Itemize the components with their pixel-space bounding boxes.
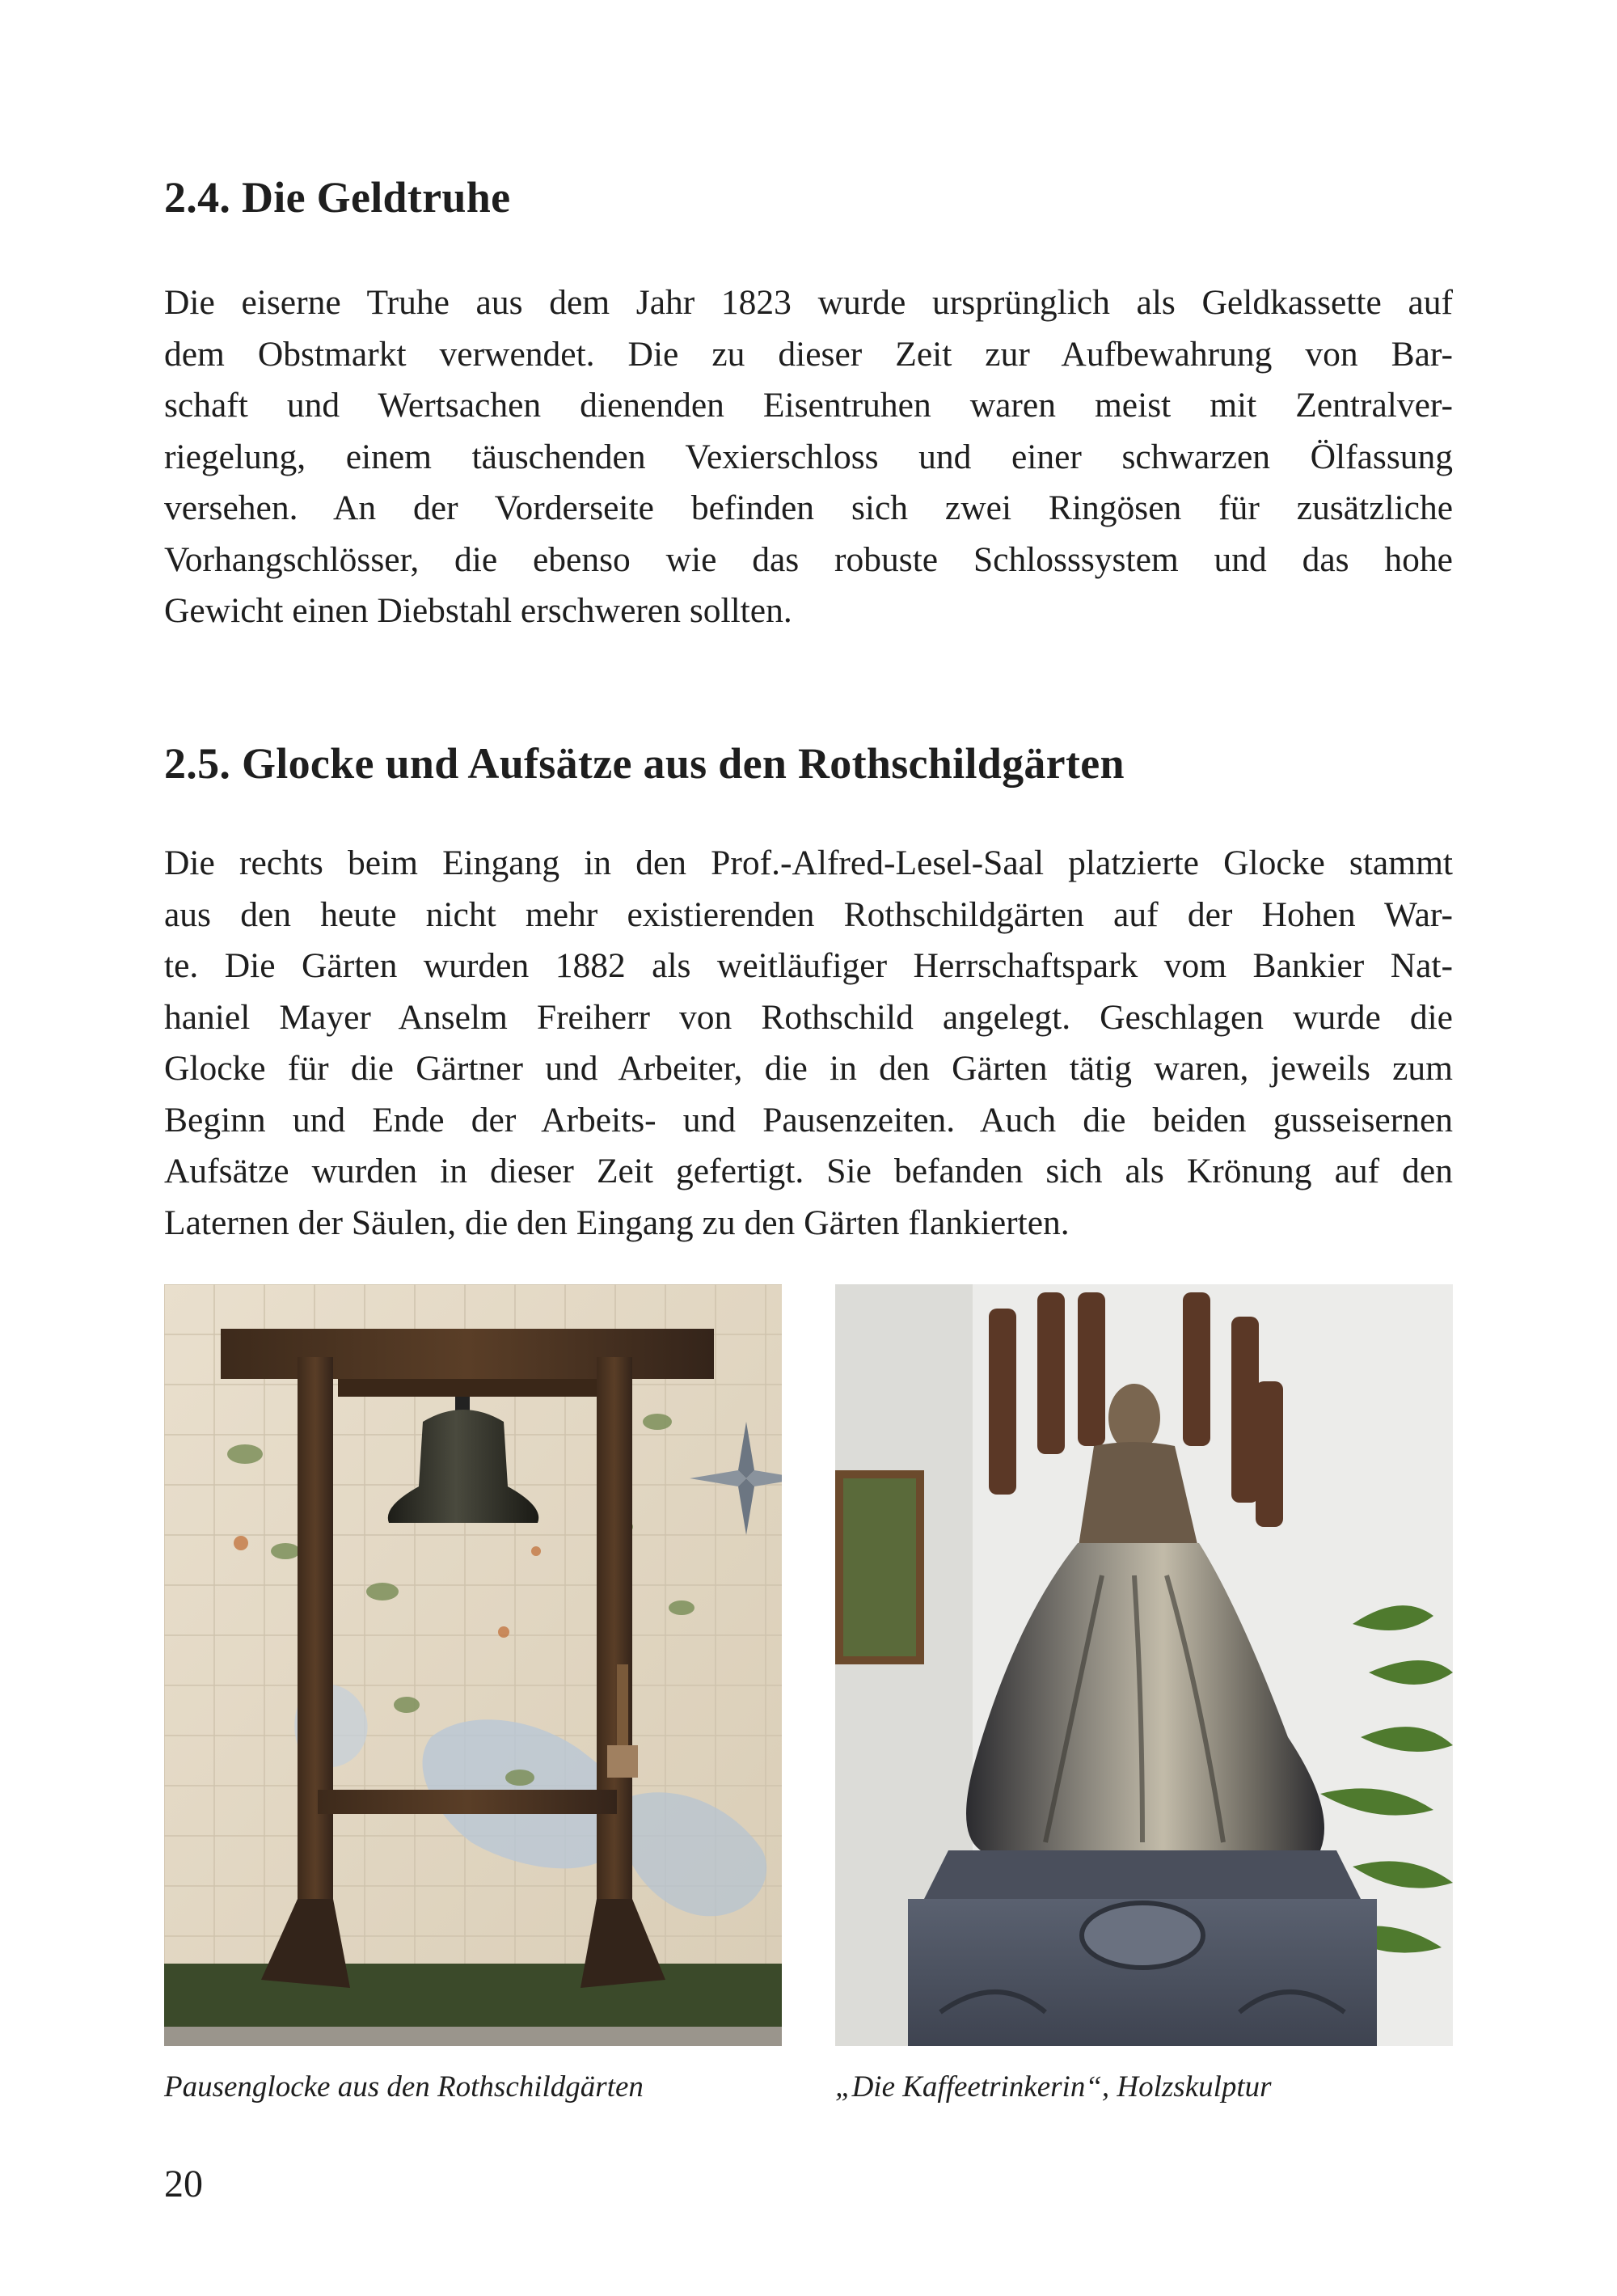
page-number: 20 <box>164 2163 203 2205</box>
text-line: Die rechts beim Eingang in den Prof.-Alfred-Lesel-Saal platzierte Glocke stammt <box>164 844 1453 882</box>
text-line: Vorhangschlösser, die ebenso wie das robuste Schlosssystem und das hohe <box>164 539 1453 579</box>
photo-kaffeetrinkerin <box>835 1284 1453 2046</box>
text-line: dem Obstmarkt verwendet. Die zu dieser Zeit zur Aufbewahrung von Bar- <box>164 334 1453 374</box>
text-line: Glocke für die Gärtner und Arbeiter, die in den Gärten tätig waren, jeweils zum <box>164 1049 1453 1088</box>
text-line: Gewicht einen Diebstahl erschweren sollten. <box>164 591 792 630</box>
text-line: aus den heute nicht mehr existierenden Rothschildgärten auf der Hohen War- <box>164 894 1453 934</box>
text-line: te. Die Gärten wurden 1882 als weitläufiger Herrschaftspark vom Bankier Nat- <box>164 946 1453 985</box>
figure-caption-kaffeetrinkerin: „Die Kaffeetrinkerin“, Holzskulptur <box>835 2070 1272 2104</box>
text-line: Aufsätze wurden in dieser Zeit gefertigt. Sie befanden sich als Krönung auf den <box>164 1152 1453 1190</box>
text-line: haniel Mayer Anselm Freiherr von Rothschild angelegt. Geschlagen wurde die <box>164 997 1453 1037</box>
paragraph-glocke <box>164 838 1453 1249</box>
text-line: schaft und Wertsachen dienenden Eisentruhen waren meist mit Zentralver- <box>164 386 1453 425</box>
text-line: Laternen der Säulen, die den Eingang zu den Gärten flankierten. <box>164 1203 1070 1242</box>
text-line: riegelung, einem täuschenden Vexierschloss und einer schwarzen Ölfassung <box>164 437 1453 476</box>
text-line: versehen. An der Vorderseite befinden sich zwei Ringösen für zusätzliche <box>164 488 1453 527</box>
text-line: Die eiserne Truhe aus dem Jahr 1823 wurde ursprünglich als Geldkassette auf <box>164 283 1453 322</box>
text-line: Beginn und Ende der Arbeits- und Pausenzeiten. Auch die beiden gusseisernen <box>164 1100 1453 1140</box>
paragraph-geldtruhe <box>164 277 1453 637</box>
section-heading-glocke: 2.5. Glocke und Aufsätze aus den Rothschildgärten <box>164 739 1125 788</box>
photo-pausenglocke <box>164 1284 782 2046</box>
figure-caption-pausenglocke: Pausenglocke aus den Rothschildgärten <box>164 2070 644 2104</box>
section-heading-geldtruhe: 2.4. Die Geldtruhe <box>164 173 511 222</box>
